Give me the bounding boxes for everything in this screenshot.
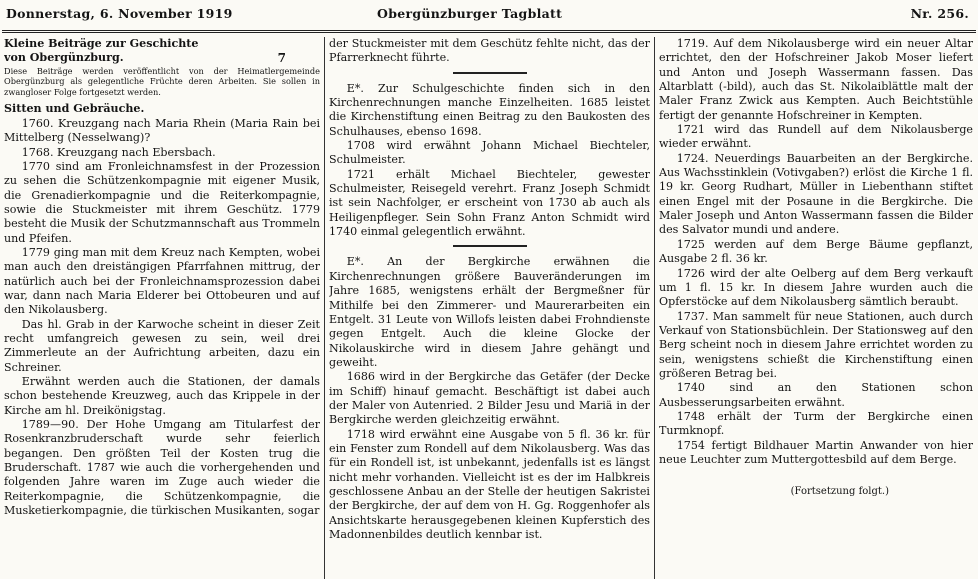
paragraph: 1770 sind am Fronleichnamsfest in der Prozession zu sehen die Schützenkompagnie mit eigener Musik, die Grenadierkompagnie und die Reiterkompagnie, sowie die Stuckmeister mit ihrem Geschütz. 1779 besteht die Musik der Schutzmannschaft aus Trommeln und Pfeifen. bbox=[4, 159, 320, 245]
paragraph: 1719. Auf dem Nikolausberge wird ein neuer Altar errichtet, den der Hofschreiner Jakob Moser liefert und Anton und Joseph Wassermann fassen. Das Altarblatt (-bild), auch das St. Nikolaiblättle malt der Maler Franz Zwick aus Kempten. Auch Beichtstühle fertigt der genannte Hofschreiner in Kempten. bbox=[659, 37, 973, 122]
paragraph: 1726 wird der alte Oelberg auf dem Berg verkauft um 1 fl. 15 kr. In diesem Jahre wurden auch die Opferstöcke auf dem Nikolausberg sämtlich beraubt. bbox=[659, 266, 973, 309]
paragraph: 1724. Neuerdings Bauarbeiten an der Bergkirche. Aus Wachsstinklein (Votivgaben?) erlöst die Kirche 1 fl. 19 kr. Georg Rudhart, Müller in Liebenthann stiftet einen Engel mit der Posaune in die Bergkirche. Die Maler Joseph und Anton Wassermann fassen die Bilder des Salvator mundi und andere. bbox=[659, 151, 973, 237]
column-divider bbox=[324, 37, 325, 579]
paragraph: 1748 erhält der Turm der Bergkirche einen Turmknopf. bbox=[659, 409, 973, 438]
column-divider bbox=[654, 37, 655, 579]
header-rule bbox=[2, 30, 976, 33]
paragraph: 1737. Man sammelt für neue Stationen, auch durch Verkauf von Stationsbüchlein. Der Stationsweg auf den Berg scheint noch in diesem Jahre errichtet worden zu sein, wenigstens schießt die Kirchenstiftung einen größeren Betrag bei. bbox=[659, 309, 973, 380]
page-header bbox=[0, 0, 978, 30]
paragraph: der Stuckmeister mit dem Geschütz fehlte nicht, das der Pfarrerknecht führte. bbox=[329, 37, 650, 65]
article-title: Kleine Beiträge zur Geschichte bbox=[4, 37, 199, 50]
article-subtitle bbox=[4, 51, 320, 65]
footnote-mark: 7 bbox=[277, 51, 286, 66]
paragraph: Erwähnt werden auch die Stationen, der damals schon bestehende Kreuzweg, auch das Krippele in der Kirche am hl. Dreikönigstag. bbox=[4, 375, 320, 417]
paragraph: 1789—90. Der Hohe Umgang am Titularfest der Rosenkranzbruderschaft wurde sehr feierlich begangen. Den größten Teil der Kosten trug die Bruderschaft. 1787 wie auch die vorhergehenden und folgenden Jahre waren im Zuge auch wieder die Reiterkompagnie, die Schützenkompagnie, die Musketierkompagnie, die türkischen Musikanten, sogar bbox=[4, 418, 320, 518]
paragraph: 1740 sind an den Stationen schon Ausbesserungsarbeiten erwähnt. bbox=[659, 381, 973, 409]
section-separator bbox=[453, 72, 527, 74]
paragraph: 1768. Kreuzgang nach Ebersbach. bbox=[21, 145, 216, 159]
header-newspaper-name: Obergünzburger Tagblatt bbox=[377, 6, 563, 21]
paragraph: E*. An der Bergkirche erwähnen die Kirchenrechnungen größere Bauveränderungen im Jahre 1685, wenigstens erhält der Bergmeßner für Mithilfe bei den Zimmerer- und Maurerarbeiten ein Entgelt. 31 Leute von Willofs leisten dabei Frohndienste gegen Entgelt. Auch die kleine Glocke der Nikolauskirche wird in diesem Jahre gehängt und geweiht. bbox=[329, 255, 650, 369]
column-3 bbox=[659, 37, 973, 579]
paragraph: 1754 fertigt Bildhauer Martin Anwander von hier neue Leuchter zum Muttergottesbild auf dem Berge. bbox=[659, 438, 973, 466]
header-date: Donnerstag, 6. November 1919 bbox=[6, 6, 233, 21]
editorial-note: Diese Beiträge werden veröffentlicht von der Heimatlergemeinde Obergünzburg als gelegentliche Früchte deren Arbeiten. Sie sollen in zwangloser Folge fortgesetzt werden. bbox=[4, 65, 320, 97]
column-2 bbox=[329, 37, 650, 579]
paragraph: 1760. Kreuzgang nach Maria Rhein (Maria Rain bei Mittelberg (Nesselwang)? bbox=[4, 116, 320, 145]
paragraph: Das hl. Grab in der Karwoche scheint in dieser Zeit recht umfangreich gewesen zu sein, weil drei Zimmerleute an der Aufrichtung arbeiten, dazu ein Schreiner. bbox=[4, 317, 320, 374]
paragraph: E*. Zur Schulgeschichte finden sich in den Kirchenrechnungen manche Einzelheiten. 1685 leistet die Kirchenstiftung einen Beitrag zu den Baukosten des Schulhauses, ebenso 1698. bbox=[329, 81, 650, 138]
paragraph: 1708 wird erwähnt Johann Michael Biechteler, Schulmeister. bbox=[329, 139, 650, 167]
article-subtitle-text: von Obergünzburg. bbox=[4, 51, 124, 65]
paragraph: 1686 wird in der Bergkirche das Getäfer (der Decke im Schiff) hinauf gemacht. Beschäftigt ist dabei auch der Maler von Autenried. 2 Bilder Jesu und Mariä in der Bergkirche werden gleichzeitig erwähnt. bbox=[329, 370, 650, 427]
column-1 bbox=[4, 37, 320, 579]
paragraph: 1721 wird das Rundell auf dem Nikolausberge wieder erwähnt. bbox=[659, 123, 973, 151]
section-heading: Sitten und Gebräuche. bbox=[4, 102, 145, 116]
paragraph: 1779 ging man mit dem Kreuz nach Kempten, wobei man auch den dreistängigen Pfarrfahnen mittrug, der natürlich auch bei der Fronleichnamsprozession dabei war, dann nach Maria Elderer bei Ottobeuren und auf den Nikolausberg. bbox=[4, 245, 320, 317]
paragraph: 1718 wird erwähnt eine Ausgabe von 5 fl. 36 kr. für ein Fenster zum Rondell auf dem Nikolausberg. Was das für ein Rondell ist, ist unbekannt, jedenfalls ist es längst nicht mehr vorhanden. Vielleicht ist es der im Halbkreis geschlossene Anbau an der Stelle der heutigen Sakristei der Bergkirche, der auf dem von H. Gg. Roggenhofer als Ansichtskarte herausgegebenen kleinen Kupferstich des Madonnenbildes deutlich kennbar ist. bbox=[329, 427, 650, 541]
header-issue-number: Nr. 256. bbox=[910, 6, 969, 21]
paragraph: 1725 werden auf dem Berge Bäume gepflanzt, Ausgabe 2 fl. 36 kr. bbox=[659, 237, 973, 266]
continuation-note: (Fortsetzung folgt.) bbox=[790, 486, 889, 498]
section-separator bbox=[453, 245, 527, 247]
paragraph: 1721 erhält Michael Biechteler, gewester Schulmeister, Reisegeld verehrt. Franz Joseph Schmidt ist sein Nachfolger, er erscheint von 1730 ab auch als Heiligenpfleger. Sein Sohn Franz Anton Schmidt wird 1740 einmal gelegentlich erwähnt. bbox=[329, 167, 650, 239]
